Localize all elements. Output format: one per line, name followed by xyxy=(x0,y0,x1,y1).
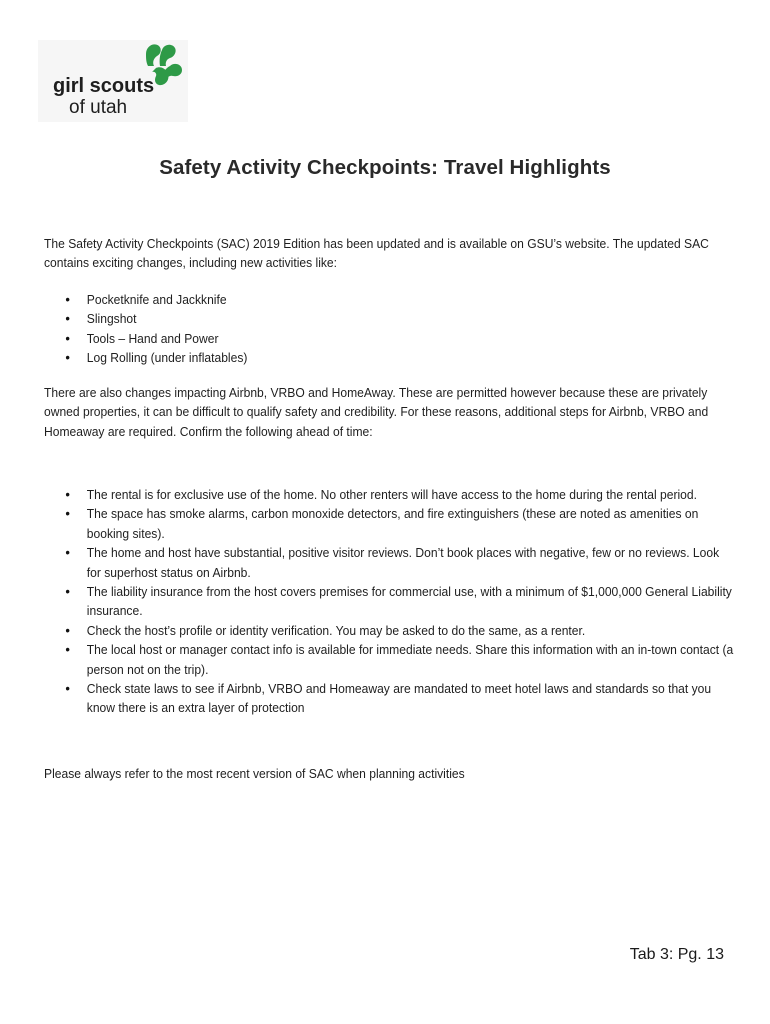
logo-text-line2: of utah xyxy=(69,97,128,118)
logo-text-line1: girl scouts xyxy=(53,75,155,97)
rental-check-item: • The local host or manager contact info is available for immediate needs. Share this information with an in-town contact (a person not on the trip). xyxy=(44,640,734,679)
new-activities-list xyxy=(44,290,734,368)
rental-check-item: • The rental is for exclusive use of the home. No other renters will have access to the home during the rental period. xyxy=(44,485,734,504)
rental-check-item: • Check state laws to see if Airbnb, VRBO and Homeaway are mandated to meet hotel laws and standards so that you know there is an extra layer of protection xyxy=(44,679,734,718)
girl-scouts-logo xyxy=(38,40,188,122)
activity-list-item: • Tools – Hand and Power xyxy=(44,329,734,348)
activity-list-item: • Pocketknife and Jackknife xyxy=(44,290,734,309)
activity-list-item: • Log Rolling (under inflatables) xyxy=(44,348,734,367)
page-number: Tab 3: Pg. 13 xyxy=(629,946,724,963)
intro-paragraph: The Safety Activity Checkpoints (SAC) 2019 Edition has been updated and is available on GSU’s website. The updated SAC contains exciting changes, including new activities like: xyxy=(44,236,709,271)
rental-check-item: • The liability insurance from the host covers premises for commercial use, with a minimum of $1,000,000 General Liability insurance. xyxy=(44,582,734,621)
rental-checks-list xyxy=(44,485,734,718)
activity-list-item: • Slingshot xyxy=(44,309,734,328)
rental-check-item: • Check the host’s profile or identity verification. You may be asked to do the same, as a renter. xyxy=(44,621,734,640)
closing-note: Please always refer to the most recent version of SAC when planning activities xyxy=(44,766,465,781)
page-title: Safety Activity Checkpoints: Travel Highlights xyxy=(159,156,611,179)
rentals-paragraph: There are also changes impacting Airbnb, VRBO and HomeAway. These are permitted however because these are privately owned properties, it can be difficult to qualify safety and credibility. For these reasons, additional steps for Airbnb, VRBO and Homeaway are required. Confirm the following ahead of time: xyxy=(44,385,709,439)
rental-check-item: • The home and host have substantial, positive visitor reviews. Don’t book places with negative, few or no reviews. Look for superhost status on Airbnb. xyxy=(44,543,734,582)
rental-check-item: • The space has smoke alarms, carbon monoxide detectors, and fire extinguishers (these are noted as amenities on booking sites). xyxy=(44,504,734,543)
trefoil-logo-icon xyxy=(38,40,188,122)
